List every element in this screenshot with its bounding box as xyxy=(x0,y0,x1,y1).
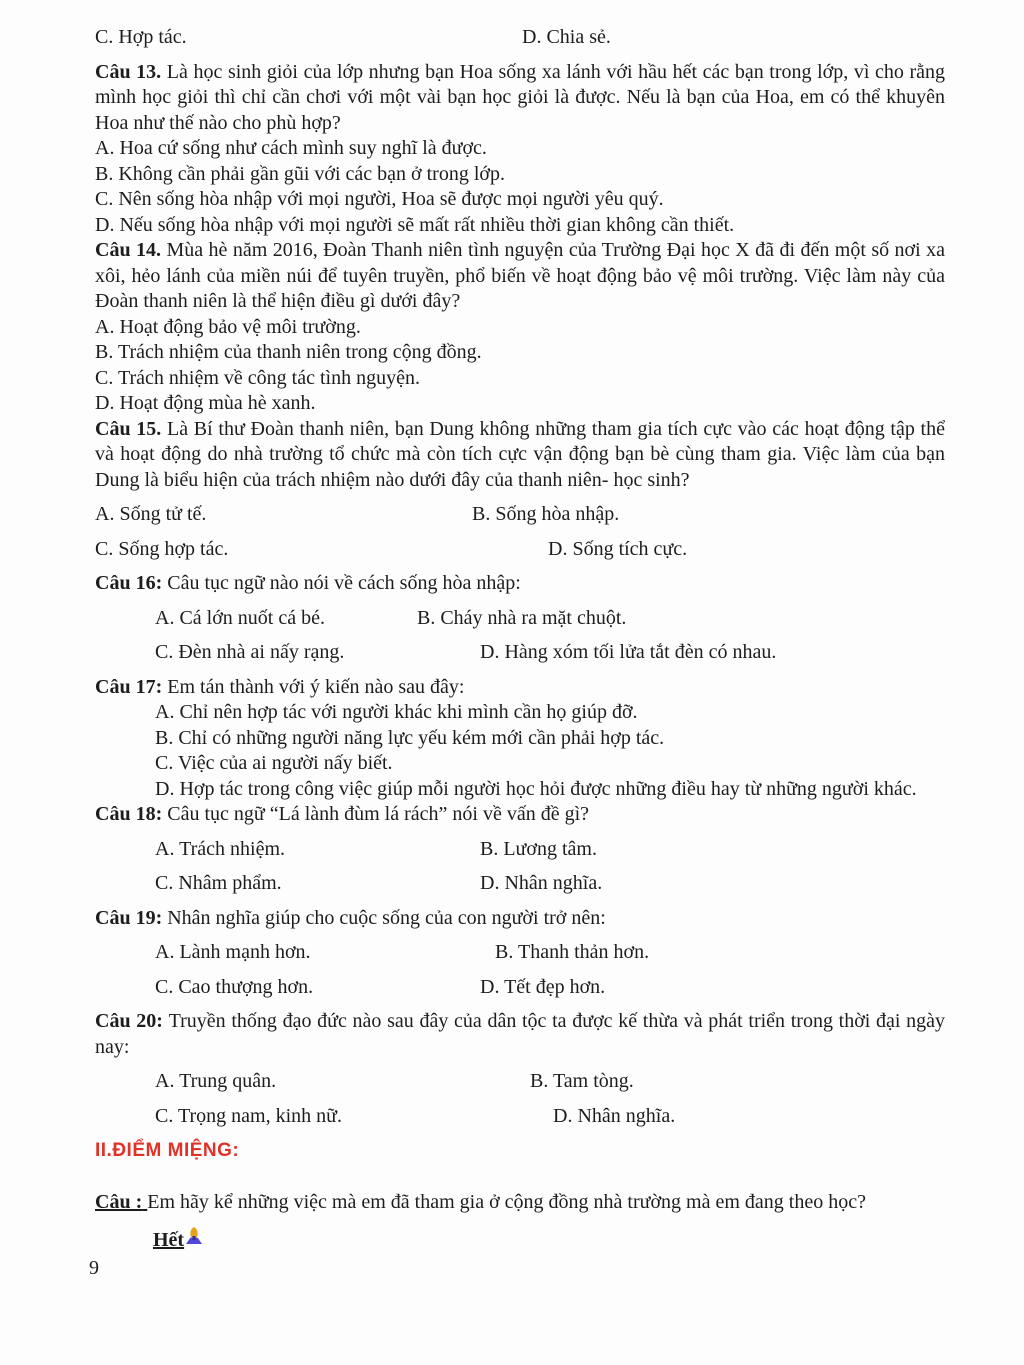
question-19-option-a: A. Lành mạnh hơn. xyxy=(155,941,311,963)
question-17-text: Em tán thành với ý kiến nào sau đây: xyxy=(167,675,465,698)
question-15-option-d: D. Sống tích cực. xyxy=(548,537,688,560)
essay-question xyxy=(95,1190,945,1216)
essay-question-text: Em hãy kể những việc mà em đã tham gia ở cộng đồng nhà trường mà em đang theo học? xyxy=(147,1190,866,1213)
question-18-options-row-1 xyxy=(95,837,945,863)
question-20-options-row-2 xyxy=(95,1104,945,1130)
end-line xyxy=(95,1226,945,1255)
question-13-option-a: A. Hoa cứ sống như cách mình suy nghĩ là được. xyxy=(95,137,487,159)
question-14-option-a: A. Hoạt động bảo vệ môi trường. xyxy=(95,315,361,338)
question-18-option-a: A. Trách nhiệm. xyxy=(155,837,285,860)
question-20-options-row-1 xyxy=(95,1069,945,1095)
question-13-option-c: C. Nên sống hòa nhập với mọi người, Hoa sẽ được mọi người yêu quý. xyxy=(95,188,664,210)
question-17-option-d: D. Hợp tác trong công việc giúp mỗi người học hỏi được những điều hay từ những người khác. xyxy=(155,777,917,800)
question-12-options-row xyxy=(95,25,945,51)
question-16-option-c: C. Đèn nhà ai nấy rạng. xyxy=(155,641,345,663)
question-12-option-c: C. Hợp tác. xyxy=(95,26,187,48)
question-15-label: Câu 15. xyxy=(95,417,162,440)
question-13-text: Là học sinh giỏi của lớp nhưng bạn Hoa sống xa lánh với hầu hết các bạn trong lớp, vì cho rằng mình học giỏi thì chỉ cần chơi với một vài bạn học giỏi là được. Nếu là bạn của Hoa, em có thể khuyên Hoa như thế nào cho phù hợp? xyxy=(95,60,946,134)
question-16-option-d: D. Hàng xóm tối lửa tắt đèn có nhau. xyxy=(480,641,777,663)
question-19-option-c: C. Cao thượng hơn. xyxy=(155,975,314,998)
question-19-text: Nhân nghĩa giúp cho cuộc sống của con người trở nên: xyxy=(167,906,606,929)
question-14-text: Mùa hè năm 2016, Đoàn Thanh niên tình nguyện của Trường Đại học X đã đi đến một số nơi xa xôi, hẻo lánh của miền núi để tuyên truyền, phổ biến về hoạt động bảo vệ môi trường. Việc làm này của Đoàn thanh niên là thể hiện điều gì dưới đây? xyxy=(95,239,946,312)
question-19-options-row-2 xyxy=(95,975,945,1001)
question-17-stem xyxy=(95,675,945,701)
question-18-text: Câu tục ngữ “Lá lành đùm lá rách” nói về vấn đề gì? xyxy=(167,803,590,825)
question-17-option-b: B. Chỉ có những người năng lực yếu kém mới cần phải hợp tác. xyxy=(155,726,665,749)
question-13-option-d: D. Nếu sống hòa nhập với mọi người sẽ mất rất nhiều thời gian không cần thiết. xyxy=(95,213,735,236)
section-2-heading: II.ĐIỂM MIỆNG: xyxy=(95,1140,240,1161)
question-14-label: Câu 14. xyxy=(95,239,162,261)
question-13-stem xyxy=(95,60,945,137)
question-18-stem xyxy=(95,802,945,828)
question-16-option-a: A. Cá lớn nuốt cá bé. xyxy=(155,606,325,629)
essay-question-label: Câu : xyxy=(95,1190,143,1213)
question-17-label: Câu 17: xyxy=(95,675,163,698)
question-19-stem xyxy=(95,906,945,932)
question-18-label: Câu 18: xyxy=(95,803,163,825)
question-17-option-c: C. Việc của ai người nấy biết. xyxy=(155,752,393,774)
question-20-label: Câu 20: xyxy=(95,1010,163,1032)
question-16-option-b: B. Cháy nhà ra mặt chuột. xyxy=(417,606,627,629)
question-20-option-a: A. Trung quân. xyxy=(155,1070,277,1092)
question-15-options-row-1 xyxy=(95,502,945,528)
question-20-stem xyxy=(95,1009,945,1060)
question-15-stem xyxy=(95,417,945,494)
question-18-option-d: D. Nhân nghĩa. xyxy=(480,872,603,894)
question-14-option-c: C. Trách nhiệm về công tác tình nguyện. xyxy=(95,366,420,389)
question-18-option-b: B. Lương tâm. xyxy=(480,837,597,860)
question-14-stem xyxy=(95,238,945,315)
question-14-option-d: D. Hoạt động mùa hè xanh. xyxy=(95,392,316,414)
question-18-options-row-2 xyxy=(95,871,945,897)
question-15-options-row-2 xyxy=(95,537,945,563)
question-18-option-c: C. Nhâm phẩm. xyxy=(155,872,282,894)
question-20-option-b: B. Tam tòng. xyxy=(530,1070,634,1092)
question-19-option-b: B. Thanh thản hơn. xyxy=(495,941,650,963)
question-16-text: Câu tục ngữ nào nói về cách sống hòa nhập: xyxy=(167,572,521,594)
question-16-stem xyxy=(95,571,945,597)
page-number: 9 xyxy=(89,1256,99,1279)
question-15-option-a: A. Sống tử tế. xyxy=(95,503,207,525)
question-16-label: Câu 16: xyxy=(95,572,163,594)
end-label: Hết xyxy=(153,1228,185,1251)
question-15-text: Là Bí thư Đoàn thanh niên, bạn Dung không những tham gia tích cực vào các hoạt động tập thể và hoạt động do nhà trường tổ chức mà còn tích cực vận động bạn bè cùng tham gia. Việc làm của bạn Dung là biểu hiện của trách nhiệm nào dưới đây của thanh niên- học sinh? xyxy=(95,417,945,491)
question-20-option-c: C. Trọng nam, kinh nữ. xyxy=(155,1104,342,1127)
question-20-option-d: D. Nhân nghĩa. xyxy=(553,1104,676,1127)
question-19-option-d: D. Tết đẹp hơn. xyxy=(480,975,606,998)
question-19-options-row-1 xyxy=(95,940,945,966)
question-13-option-b: B. Không cần phải gần gũi với các bạn ở trong lớp. xyxy=(95,162,505,185)
question-15-option-b: B. Sống hòa nhập. xyxy=(472,503,620,525)
question-17-option-a: A. Chỉ nên hợp tác với người khác khi mình cần họ giúp đỡ. xyxy=(155,701,638,723)
end-marker-icon xyxy=(185,1226,203,1255)
question-20-text: Truyền thống đạo đức nào sau đây của dân tộc ta được kế thừa và phát triển trong thời đại ngày nay: xyxy=(95,1010,946,1058)
question-13-label: Câu 13. xyxy=(95,60,162,83)
question-12-option-d: D. Chia sẻ. xyxy=(522,26,611,48)
question-16-options-row-1 xyxy=(95,606,945,632)
question-19-label: Câu 19: xyxy=(95,906,163,929)
question-15-option-c: C. Sống hợp tác. xyxy=(95,537,229,560)
question-14-option-b: B. Trách nhiệm của thanh niên trong cộng đồng. xyxy=(95,341,482,363)
question-16-options-row-2 xyxy=(95,640,945,666)
